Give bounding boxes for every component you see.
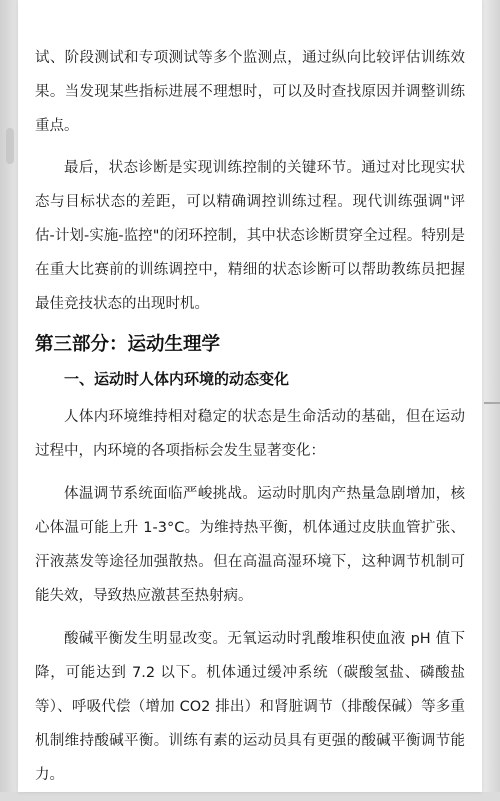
document-body [35,41,465,801]
paragraph-acid-base: 酸碱平衡发生明显改变。无氧运动时乳酸堆积使血液 pH 值下降，可能达到 7.2 以下。机体通过缓冲系统（碳酸氢盐、磷酸盐等）、呼吸代偿（增加 CO2 排出）和肾脏调节（排酸保碱）等多重机制维持酸碱平衡。训练有素的运动员具有更强的酸碱平衡调节能力。 [35,631,465,783]
paragraph-thermoregulation: 体温调节系统面临严峻挑战。运动时肌肉产热量急剧增加，核心体温可能上升 1-3°C。为维持热平衡，机体通过皮肤血管扩张、汗液蒸发等途径加强散热。但在高温高湿环境下，这种调节机制可能失效，导致热应激甚至热射病。 [35,486,465,604]
section-heading: 第三部分：运动生理学 [35,334,221,355]
paragraph-continuation: 试、阶段测试和专项测试等多个监测点，通过纵向比较评估训练效果。当发现某些指标进展不理想时，可以及时查找原因并调整训练重点。 [35,50,465,134]
document-page [18,0,482,792]
right-page-edge [482,0,500,792]
right-edge-marker [484,402,500,404]
left-edge-shadow [6,128,14,164]
left-page-edge [0,0,18,792]
subsection-heading: 一、运动时人体内环境的动态变化 [64,370,290,388]
paragraph-internal-environment: 人体内环境维持相对稳定的状态是生命活动的基础，但在运动过程中，内环境的各项指标会发生显著变化： [35,409,465,459]
paragraph-state-diagnosis: 最后，状态诊断是实现训练控制的关键环节。通过对比现实状态与目标状态的差距，可以精确调控训练过程。现代训练强调"评估-计划-实施-监控"的闭环控制，其中状态诊断贯穿全过程。特别是在重大比赛前的训练调控中，精细的状态诊断可以帮助教练员把握最佳竞技状态的出现时机。 [35,160,465,312]
